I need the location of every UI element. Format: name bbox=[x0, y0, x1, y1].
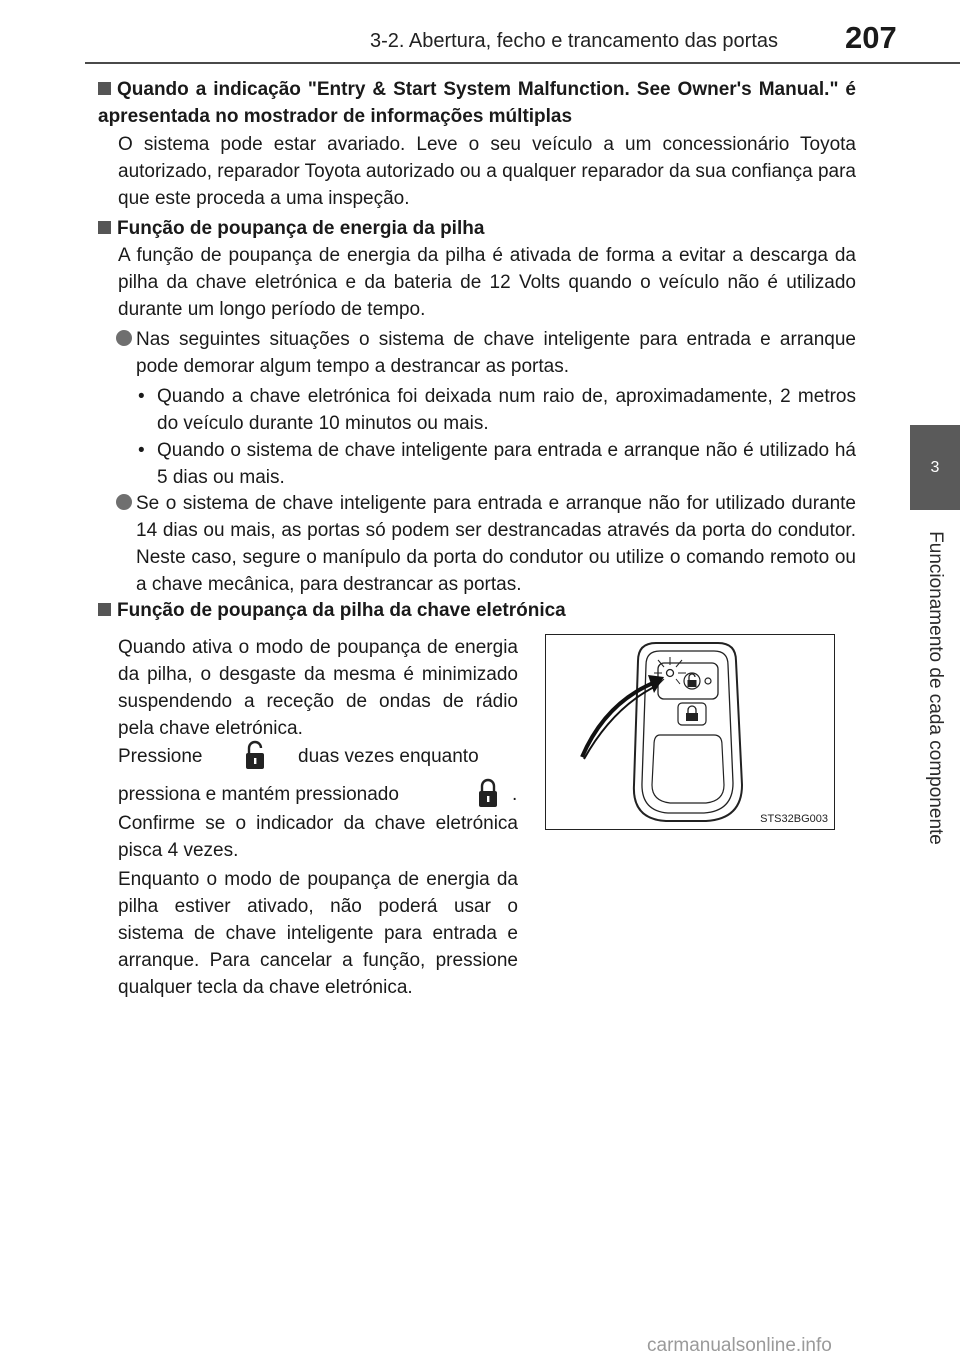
chapter-title-vertical bbox=[910, 510, 960, 865]
chapter-number: 3 bbox=[930, 458, 940, 476]
sub-bullet-marker: • bbox=[138, 440, 145, 461]
figure-code: STS32BG003 bbox=[760, 813, 828, 825]
key-battery-p2-confirm: Confirme se o indicador da chave eletrónica pisca 4 vezes. bbox=[118, 813, 518, 861]
square-bullet-icon bbox=[98, 221, 111, 234]
chapter-tab bbox=[910, 425, 960, 510]
section-heading-key-battery: Função de poupança da pilha da chave eletrónica bbox=[98, 597, 856, 624]
round-bullet-icon bbox=[116, 494, 132, 510]
running-header: 3-2. Abertura, fecho e trancamento das portas bbox=[370, 30, 779, 52]
watermark: carmanualsonline.info bbox=[647, 1335, 832, 1356]
section-heading-malfunction: Quando a indicação "Entry & Start System Malfunction. See Owner's Manual." é apresentada no mostrador de informações múltiplas bbox=[98, 79, 856, 127]
bullet-situations: Nas seguintes situações o sistema de chave inteligente para entrada e arranque pode demorar algum tempo a destrancar as portas. bbox=[136, 329, 856, 377]
page-number: 207 bbox=[845, 20, 897, 55]
key-battery-p1: Quando ativa o modo de poupança de energia da pilha, o desgaste da mesma é minimizado suspendendo a receção de ondas de rádio pela chave eletrónica. bbox=[118, 637, 518, 739]
key-battery-p2-line2: pressiona e mantém pressionado . bbox=[118, 784, 518, 805]
square-bullet-icon bbox=[98, 82, 111, 95]
malfunction-body: O sistema pode estar avariado. Leve o seu veículo a um concessionário Toyota autorizado, reparador Toyota autorizado ou a qualquer reparador da sua confiança para que este proceda a uma inspeção. bbox=[118, 134, 856, 209]
chapter-title: Funcionamento de cada componente bbox=[925, 530, 946, 845]
battery-saving-body: A função de poupança de energia da pilha é ativada de forma a evitar a descarga da pilha da chave eletrónica e da bateria de 12 Volts quando o veículo não é utilizado durante um longo período de tempo. bbox=[118, 245, 856, 320]
round-bullet-icon bbox=[116, 330, 132, 346]
sub-bullet-5days: Quando o sistema de chave inteligente para entrada e arranque não é utilizado há 5 dias ou mais. bbox=[157, 440, 856, 488]
electronic-key-illustration bbox=[546, 635, 833, 828]
unlock-icon bbox=[243, 740, 267, 770]
bullet-14days: Se o sistema de chave inteligente para entrada e arranque não for utilizado durante 14 dias ou mais, as portas só podem ser destrancadas através da porta do condutor. Neste caso, segure o manípulo da porta do condutor ou utilize o comando remoto ou a chave mecânica, para destrancar as portas. bbox=[136, 493, 856, 595]
section-heading-battery-saving: Função de poupança de energia da pilha bbox=[98, 215, 856, 242]
header-rule bbox=[85, 62, 960, 64]
key-battery-p2-line1: Pressione duas vezes enquanto bbox=[118, 746, 479, 767]
electronic-key-figure bbox=[545, 634, 835, 830]
sub-bullet-2m: Quando a chave eletrónica foi deixada num raio de, aproximadamente, 2 metros do veículo durante 10 minutos ou mais. bbox=[157, 386, 856, 434]
key-battery-p3: Enquanto o modo de poupança de energia da pilha estiver ativado, não poderá usar o sistema de chave inteligente para entrada e arranque. Para cancelar a função, pressione qualquer tecla da chave eletrónica. bbox=[118, 869, 518, 998]
sub-bullet-marker: • bbox=[138, 386, 145, 407]
square-bullet-icon bbox=[98, 603, 111, 616]
lock-icon bbox=[476, 778, 500, 808]
